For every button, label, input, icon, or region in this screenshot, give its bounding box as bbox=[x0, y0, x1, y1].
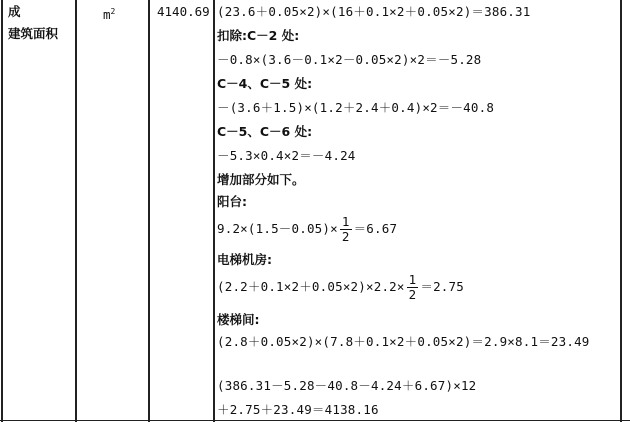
calc-line-12 bbox=[217, 272, 464, 302]
calc-line-13: 楼梯间: bbox=[217, 312, 260, 327]
calc-line-14: (2.8＋0.05×2)×(7.8＋0.1×2＋0.05×2)＝2.9×8.1＝23.49 bbox=[217, 334, 590, 349]
calc-line-15: (386.31－5.28－40.8－4.24＋6.67)×12 bbox=[217, 378, 477, 393]
unit-cell bbox=[103, 2, 115, 25]
calc-line-10 bbox=[217, 214, 397, 244]
calc-line-4: C－4、C－5 处: bbox=[217, 76, 313, 91]
calc-line-6: C－5、C－6 处: bbox=[217, 124, 313, 139]
unit-exponent: 2 bbox=[110, 7, 116, 16]
fraction-numerator: 1 bbox=[341, 214, 350, 229]
elevator-room-formula: (2.2＋0.1×2＋0.05×2)×2.2× bbox=[217, 279, 405, 294]
calc-line-11: 电梯机房: bbox=[217, 252, 272, 267]
column-divider-2 bbox=[148, 0, 150, 422]
column-divider-1 bbox=[75, 0, 77, 422]
fraction-denominator: 2 bbox=[408, 287, 417, 302]
fraction-denominator: 2 bbox=[341, 229, 350, 244]
balcony-result: ＝6.67 bbox=[353, 221, 398, 236]
calc-line-5: －(3.6＋1.5)×(1.2＋2.4＋0.4)×2＝－40.8 bbox=[217, 100, 495, 115]
half-fraction bbox=[407, 273, 419, 302]
item-name-line1: 成 bbox=[8, 4, 21, 19]
table-border-left bbox=[1, 0, 3, 422]
table-border-bottom bbox=[0, 420, 630, 421]
fraction-numerator: 1 bbox=[408, 272, 417, 287]
calc-line-8: 增加部分如下。 bbox=[217, 172, 305, 187]
calc-line-9: 阳台: bbox=[217, 194, 247, 209]
unit-base: m bbox=[103, 7, 111, 23]
calc-line-3: －0.8×(3.6－0.1×2－0.05×2)×2＝－5.28 bbox=[217, 52, 482, 67]
column-divider-3 bbox=[213, 0, 215, 422]
balcony-formula: 9.2×(1.5－0.05)× bbox=[217, 221, 338, 236]
quantity-value: 4140.69 bbox=[157, 4, 210, 19]
half-fraction bbox=[340, 215, 352, 244]
calc-line-1: (23.6＋0.05×2)×(16＋0.1×2＋0.05×2)＝386.31 bbox=[217, 4, 531, 19]
item-name-line2: 建筑面积 bbox=[8, 26, 59, 41]
calc-line-2: 扣除:C－2 处: bbox=[217, 28, 300, 43]
elevator-room-result: ＝2.75 bbox=[420, 279, 464, 294]
calc-line-7: －5.3×0.4×2＝－4.24 bbox=[217, 148, 356, 163]
table-border-right bbox=[620, 0, 622, 422]
calc-line-16: ＋2.75＋23.49＝4138.16 bbox=[217, 402, 379, 417]
